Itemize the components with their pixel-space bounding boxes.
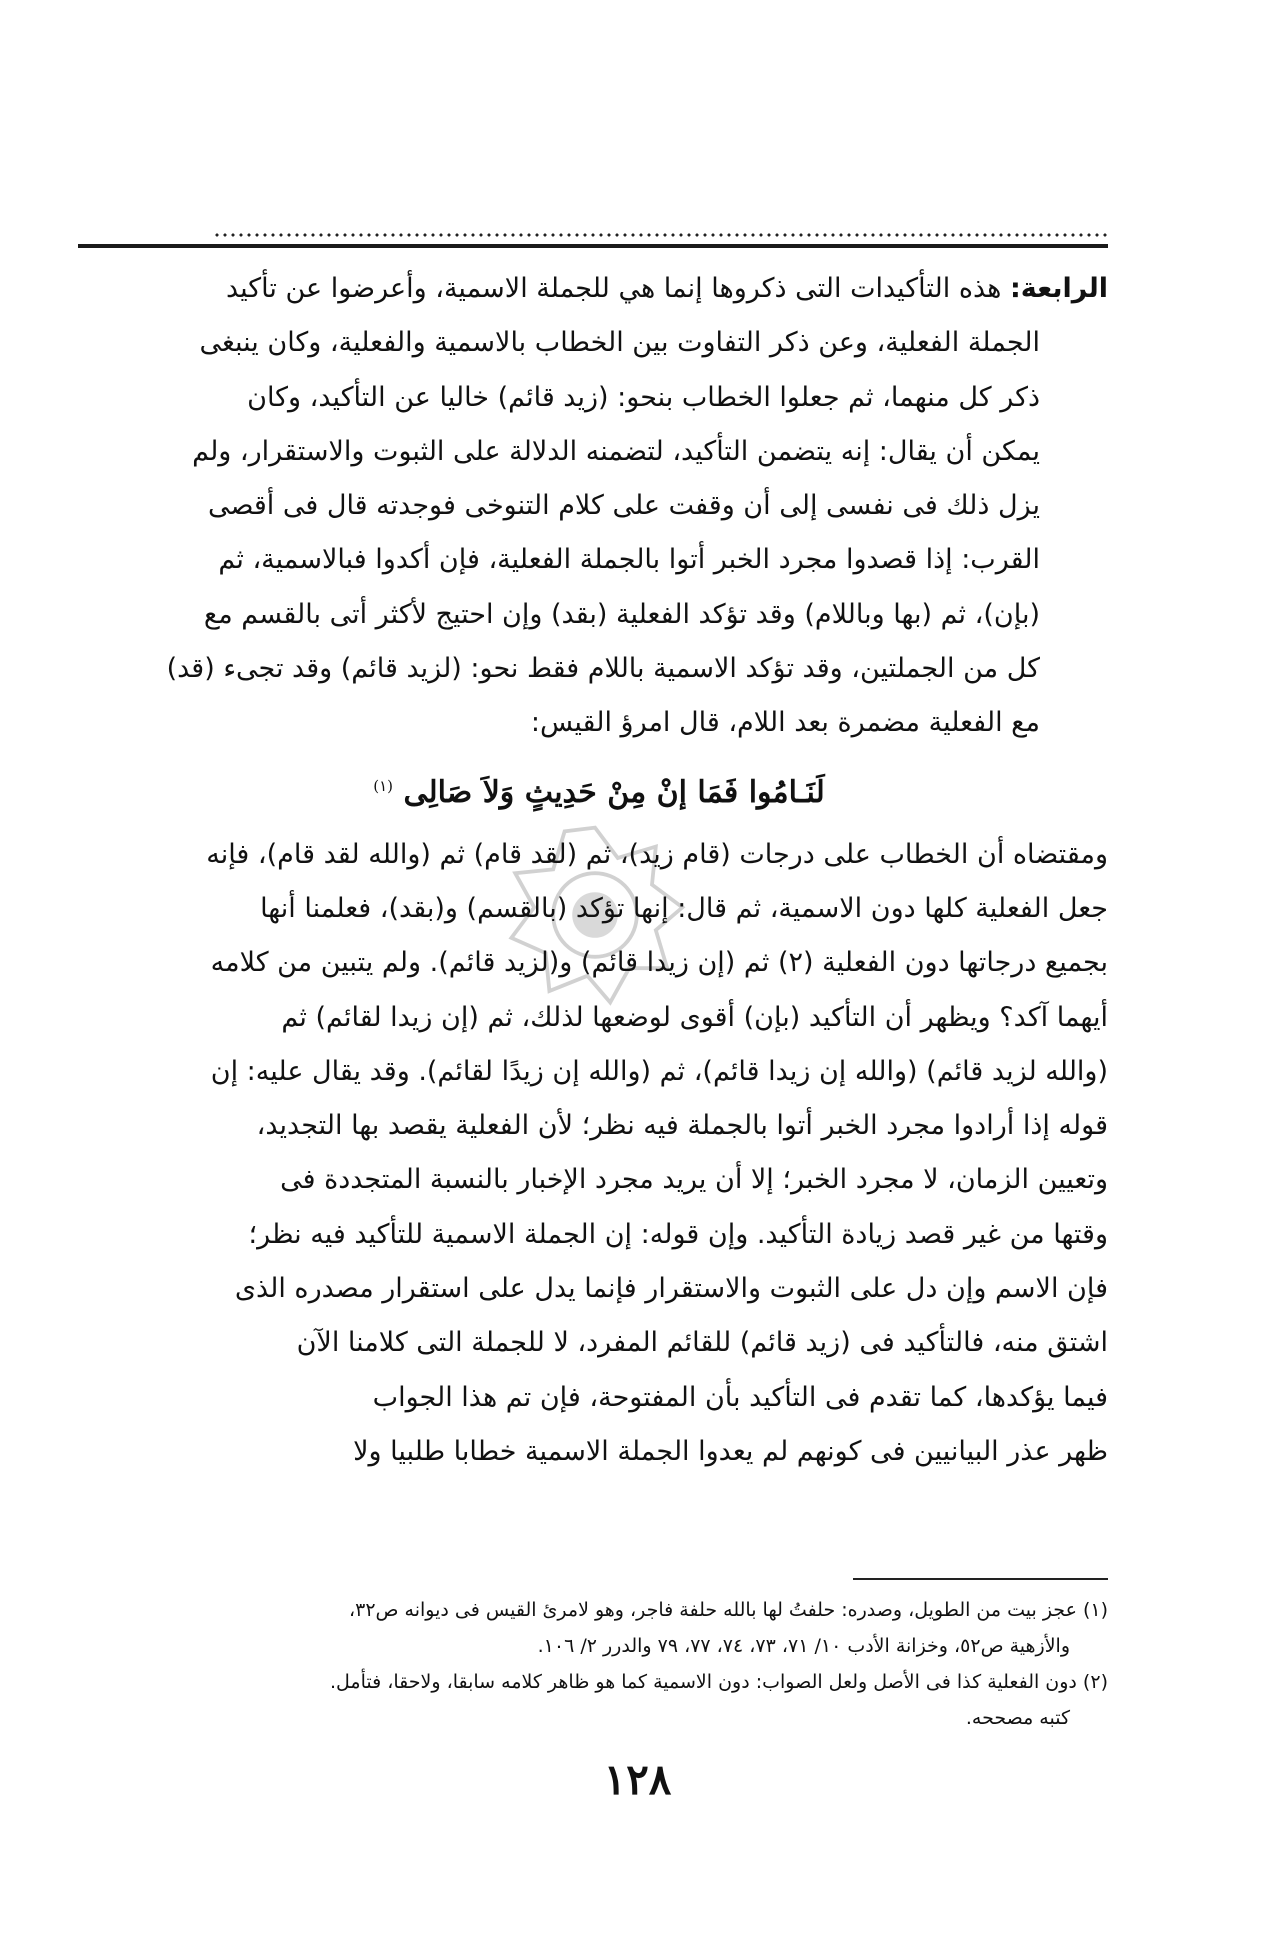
text-line: ظهر عذر البيانيين فى كونهم لم يعدوا الجملة الاسمية خطابا طلبيا ولا [353, 1435, 1108, 1467]
solid-rule [78, 244, 1108, 248]
text-line: بجميع درجاتها دون الفعلية (٢) ثم (إن زيدا قائم) و(لزيد قائم). ولم يتبين من كلامه [210, 947, 1108, 979]
footnote-2-continued: كتبه مصححه. [965, 1707, 1070, 1729]
text-line: يزل ذلك فى نفسى إلى أن وقفت على كلام التنوخى فوجدته قال فى أقصى [207, 490, 1040, 522]
page-number: ١٢٨ [603, 1755, 672, 1804]
poetry-verse [90, 751, 1108, 828]
footnotes [90, 1592, 1108, 1736]
text-line: ومقتضاه أن الخطاب على درجات (قام زيد)، ثم (لقد قام) ثم (والله لقد قام)، فإنه [206, 838, 1108, 870]
footnote-1-continued: والأزهية ص٥٢، وخزانة الأدب ١٠/ ٧١، ٧٣، ٧٤، ٧٧، ٧٩ والدرر ٢/ ١٠٦. [537, 1635, 1070, 1657]
footnote-ref: (١) [373, 776, 394, 795]
text-line: القرب: إذا قصدوا مجرد الخبر أتوا بالجملة الفعلية، فإن أكدوا فبالاسمية، ثم [218, 544, 1040, 576]
footnote-2: (٢) دون الفعلية كذا فى الأصل ولعل الصواب: دون الاسمية كما هو ظاهر كلامه سابقا، ولاحقا، فتأمل. [329, 1671, 1108, 1693]
text-line: وتعيين الزمان، لا مجرد الخبر؛ إلا أن يريد مجرد الإخبار بالنسبة المتجددة فى [280, 1164, 1108, 1196]
text-line: وقتها من غير قصد زيادة التأكيد. وإن قوله: إن الجملة الاسمية للتأكيد فيه نظر؛ [248, 1218, 1108, 1250]
text-line: مع الفعلية مضمرة بعد اللام، قال امرؤ القيس: [530, 707, 1040, 739]
header-rule [78, 232, 1108, 254]
text-line: كل من الجملتين، وقد تؤكد الاسمية باللام فقط نحو: (لزيد قائم) وقد تجىء (قد) [166, 653, 1040, 685]
footnote-1: (١) عجز بيت من الطويل، وصدره: حلفتُ لها بالله حلفة فاجر، وهو لامرئ القيس فى ديوانه ص٣٢، [348, 1599, 1108, 1621]
text-line: فإن الاسم وإن دل على الثبوت والاستقرار فإنما يدل على استقرار مصدره الذى [234, 1273, 1108, 1305]
text-line: (والله لزيد قائم) (والله إن زيدا قائم)، ثم (والله إن زيدًا لقائم). وقد يقال عليه: إن [210, 1055, 1108, 1087]
footnote-separator [853, 1578, 1108, 1580]
lead-word: الرابعة: [1010, 273, 1108, 304]
text-line: اشتق منه، فالتأكيد فى (زيد قائم) للقائم المفرد، لا للجملة التى كلامنا الآن [296, 1327, 1108, 1359]
text-line: قوله إذا أرادوا مجرد الخبر أتوا بالجملة فيه نظر؛ لأن الفعلية يقصد بها التجديد، [256, 1110, 1108, 1142]
text-line: الجملة الفعلية، وعن ذكر التفاوت بين الخطاب بالاسمية والفعلية، وكان ينبغى [199, 327, 1040, 359]
text-line: أيهما آكد؟ ويظهر أن التأكيد (بإن) أقوى لوضعها لذلك، ثم (إن زيدا لقائم) ثم [281, 1001, 1108, 1033]
text-line: فيما يؤكدها، كما تقدم فى التأكيد بأن المفتوحة، فإن تم هذا الجواب [372, 1381, 1108, 1413]
text-line: يمكن أن يقال: إنه يتضمن التأكيد، لتضمنه الدلالة على الثبوت والاستقرار، ولم [192, 435, 1040, 467]
verse-text: لَنَـامُوا فَمَا إنْ مِنْ حَدِيثٍ وَلاَ صَالِى [403, 774, 825, 810]
text-line: ذكر كل منهما، ثم جعلوا الخطاب بنحو: (زيد قائم) خاليا عن التأكيد، وكان [247, 381, 1040, 413]
paragraph-4 [90, 262, 1108, 316]
dotted-rule [213, 232, 1108, 238]
text-line: (بإن)، ثم (بها وباللام) وقد تؤكد الفعلية (بقد) وإن احتيج لأكثر أتى بالقسم مع [203, 598, 1040, 630]
main-text [90, 262, 1108, 1479]
text-line: جعل الفعلية كلها دون الاسمية، ثم قال: إنها تؤكد (بالقسم) و(بقد)، فعلمنا أنها [260, 892, 1108, 924]
text-line: هذه التأكيدات التى ذكروها إنما هي للجملة الاسمية، وأعرضوا عن تأكيد [225, 273, 1002, 304]
